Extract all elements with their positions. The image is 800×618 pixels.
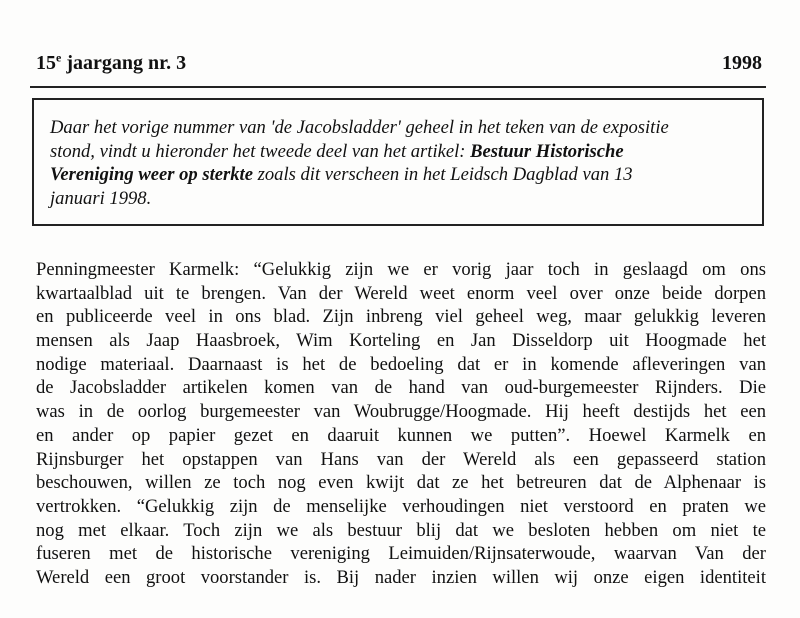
body-line: Wereld een groot voorstander is. Bij nader inzien willen wij onze eigen identiteit <box>36 566 766 588</box>
body-line: beschouwen, willen ze toch nog even kwijt dat ze het betreuren dat de Alphenaar is <box>36 472 766 494</box>
body-line: fuseren met de historische vereniging Leimuiden/Rijnsaterwoude, waarvan Van der <box>36 543 766 565</box>
issue-year: 1998 <box>722 52 762 74</box>
body-line: Rijnsburger het opstappen van Hans van der Wereld als een gepasseerd station <box>36 448 766 470</box>
intro-line: januari 1998. <box>50 187 152 209</box>
body-line: nodige materiaal. Daarnaast is het de bedoeling dat er in komende afleveringen van <box>36 353 766 375</box>
page-header <box>36 52 764 82</box>
article-body <box>36 258 766 590</box>
body-line: de Jacobsladder artikelen komen van de hand van oud-burgemeester Rijnders. Die <box>36 377 766 399</box>
intro-line: Vereniging weer op sterkte zoals dit verscheen in het Leidsch Dagblad van 13 <box>50 164 633 185</box>
header-rule <box>30 86 766 88</box>
body-line: mensen als Jaap Haasbroek, Wim Korteling en Jan Disseldorp uit Hoogmade het <box>36 330 766 352</box>
issue-superscript: e <box>56 50 62 65</box>
body-line: en ander op papier gezet en daaruit kunnen we putten”. Hoewel Karmelk en <box>36 424 766 446</box>
issue-rest: jaargang nr. 3 <box>61 52 187 74</box>
body-line: en publiceerde veel in ons blad. Zijn inbreng viel geheel weg, maar gelukkig leveren <box>36 306 766 328</box>
intro-text <box>50 116 756 210</box>
body-line: was in de oorlog burgemeester van Woubrugge/Hoogmade. Hij heeft destijds het een <box>36 401 766 423</box>
article-title-part: Bestuur Historische <box>470 140 624 162</box>
issue-number: 15 <box>36 52 56 74</box>
body-line: kwartaalblad uit te brengen. Van der Wereld weet enorm veel over onze beide dorpen <box>36 282 766 304</box>
article-title-part: Vereniging weer op sterkte <box>50 164 253 185</box>
intro-line: stond, vindt u hieronder het tweede deel van het artikel: Bestuur Historische <box>50 140 624 162</box>
body-line: nog met elkaar. Toch zijn we als bestuur blij dat we besloten hebben om niet te <box>36 519 766 541</box>
issue-label <box>36 52 186 75</box>
intro-line: Daar het vorige nummer van 'de Jacobsladder' geheel in het teken van de expositie <box>50 117 669 138</box>
body-line: Penningmeester Karmelk: “Gelukkig zijn we er vorig jaar toch in geslaagd om ons <box>36 259 766 280</box>
body-line: vertrokken. “Gelukkig zijn de menselijke verhoudingen niet verstoord en praten we <box>36 495 766 517</box>
